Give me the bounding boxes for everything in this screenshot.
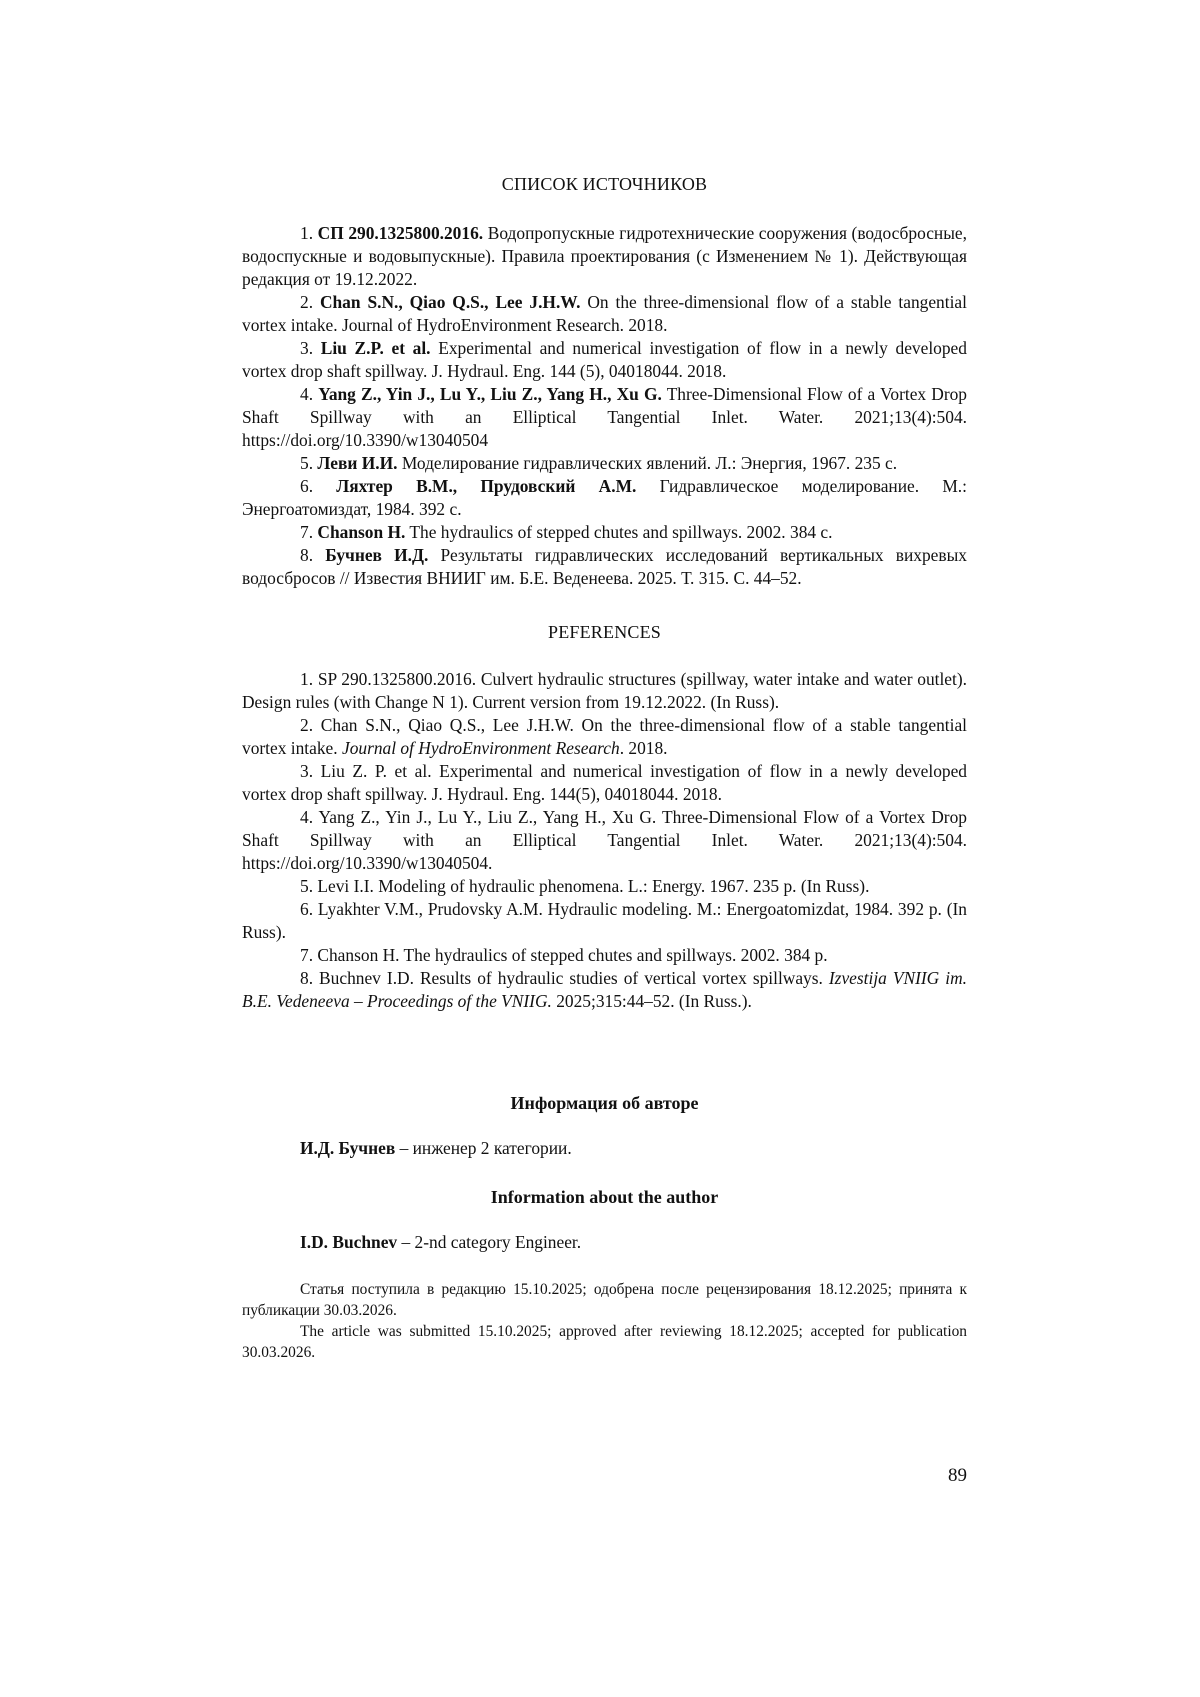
reference-item-7: 7. Chanson H. The hydraulics of stepped chutes and spillways. 2002. 384 p. <box>300 945 828 965</box>
author-role-ru: – инженер 2 категории. <box>395 1138 572 1158</box>
reference-item-1: 1. SP 290.1325800.2016. Culvert hydraulic structures (spillway, water intake and water outlet). Design rules (with Change N 1). Current version from 19.12.2022. (In Russ). <box>242 669 967 712</box>
reference-item-2: 2. Chan S.N., Qiao Q.S., Lee J.H.W. On the three-dimensional flow of a stable tangential vortex intake. Journal of HydroEnvironment Research. 2018. <box>242 715 967 758</box>
source-item-3: 3. Liu Z.P. et al. Experimental and numerical investigation of flow in a newly developed vortex drop shaft spillway. J. Hydraul. Eng. 144 (5), 04018044. 2018. <box>242 338 967 381</box>
author-name-en: I.D. Buchnev <box>300 1232 398 1252</box>
reference-item-3: 3. Liu Z. P. et al. Experimental and numerical investigation of flow in a newly developed vortex drop shaft spillway. J. Hydraul. Eng. 144(5), 04018044. 2018. <box>242 761 967 804</box>
sources-heading: СПИСОК ИСТОЧНИКОВ <box>501 174 708 194</box>
source-item-1: 1. СП 290.1325800.2016. Водопропускные гидротехнические сооружения (водосбросные, водоспускные и водовыпускные). Правила проектирования (с Изменением № 1). Действующая редакция от 19.12.2022. <box>242 223 967 289</box>
author-name-ru: И.Д. Бучнев <box>300 1138 396 1158</box>
page-number: 89 <box>948 1465 967 1486</box>
source-item-4: 4. Yang Z., Yin J., Lu Y., Liu Z., Yang H., Xu G. Three-Dimensional Flow of a Vortex Drop Shaft Spillway with an Elliptical Tangential Inlet. Water. 2021;13(4):504. https://doi.org/10.3390/w13040504 <box>242 384 967 450</box>
references-list <box>242 668 967 1013</box>
references-heading: PEFERENCES <box>547 622 662 642</box>
reference-item-4: 4. Yang Z., Yin J., Lu Y., Liu Z., Yang H., Xu G. Three-Dimensional Flow of a Vortex Drop Shaft Spillway with an Elliptical Tangential Inlet. Water. 2021;13(4):504. https://doi.org/10.3390/w13040504. <box>242 807 967 873</box>
reference-item-8: 8. Buchnev I.D. Results of hydraulic studies of vertical vortex spillways. Izvestija VNIIG im. B.E. Vedeneeva – Proceedings of the VNIIG. 2025;315:44–52. (In Russ.). <box>242 968 967 1011</box>
dates-en: The article was submitted 15.10.2025; approved after reviewing 18.12.2025; accepted for publication 30.03.2026. <box>242 1323 967 1361</box>
author-info-ru <box>242 1137 967 1160</box>
source-item-5: 5. Леви И.И. Моделирование гидравлических явлений. Л.: Энергия, 1967. 235 с. <box>300 453 898 473</box>
author-info-en <box>242 1231 967 1254</box>
source-item-8: 8. Бучнев И.Д. Результаты гидравлических исследований вертикальных вихревых водосбросов // Известия ВНИИГ им. Б.Е. Веденеева. 2025. Т. 315. С. 44–52. <box>242 545 967 588</box>
author-info-heading-en: Information about the author <box>490 1187 719 1207</box>
dates-ru: Статья поступила в редакцию 15.10.2025; одобрена после рецензирования 18.12.2025; принята к публикации 30.03.2026. <box>242 1281 967 1319</box>
author-info-heading-ru: Информация об авторе <box>510 1093 699 1113</box>
publication-dates <box>242 1279 967 1363</box>
reference-item-5: 5. Levi I.I. Modeling of hydraulic phenomena. L.: Energy. 1967. 235 p. (In Russ). <box>300 876 870 896</box>
reference-item-6: 6. Lyakhter V.M., Prudovsky A.M. Hydraulic modeling. M.: Energoatomizdat, 1984. 392 p. (In Russ). <box>242 899 967 942</box>
source-item-2: 2. Chan S.N., Qiao Q.S., Lee J.H.W. On the three-dimensional flow of a stable tangential vortex intake. Journal of HydroEnvironment Research. 2018. <box>242 292 967 335</box>
source-item-7: 7. Chanson H. The hydraulics of stepped chutes and spillways. 2002. 384 с. <box>300 522 833 542</box>
sources-list <box>242 222 967 590</box>
source-item-6: 6. Ляхтер В.М., Прудовский А.М. Гидравлическое моделирование. М.: Энергоатомиздат, 1984. 392 с. <box>242 476 967 519</box>
author-role-en: – 2-nd category Engineer. <box>397 1232 582 1252</box>
